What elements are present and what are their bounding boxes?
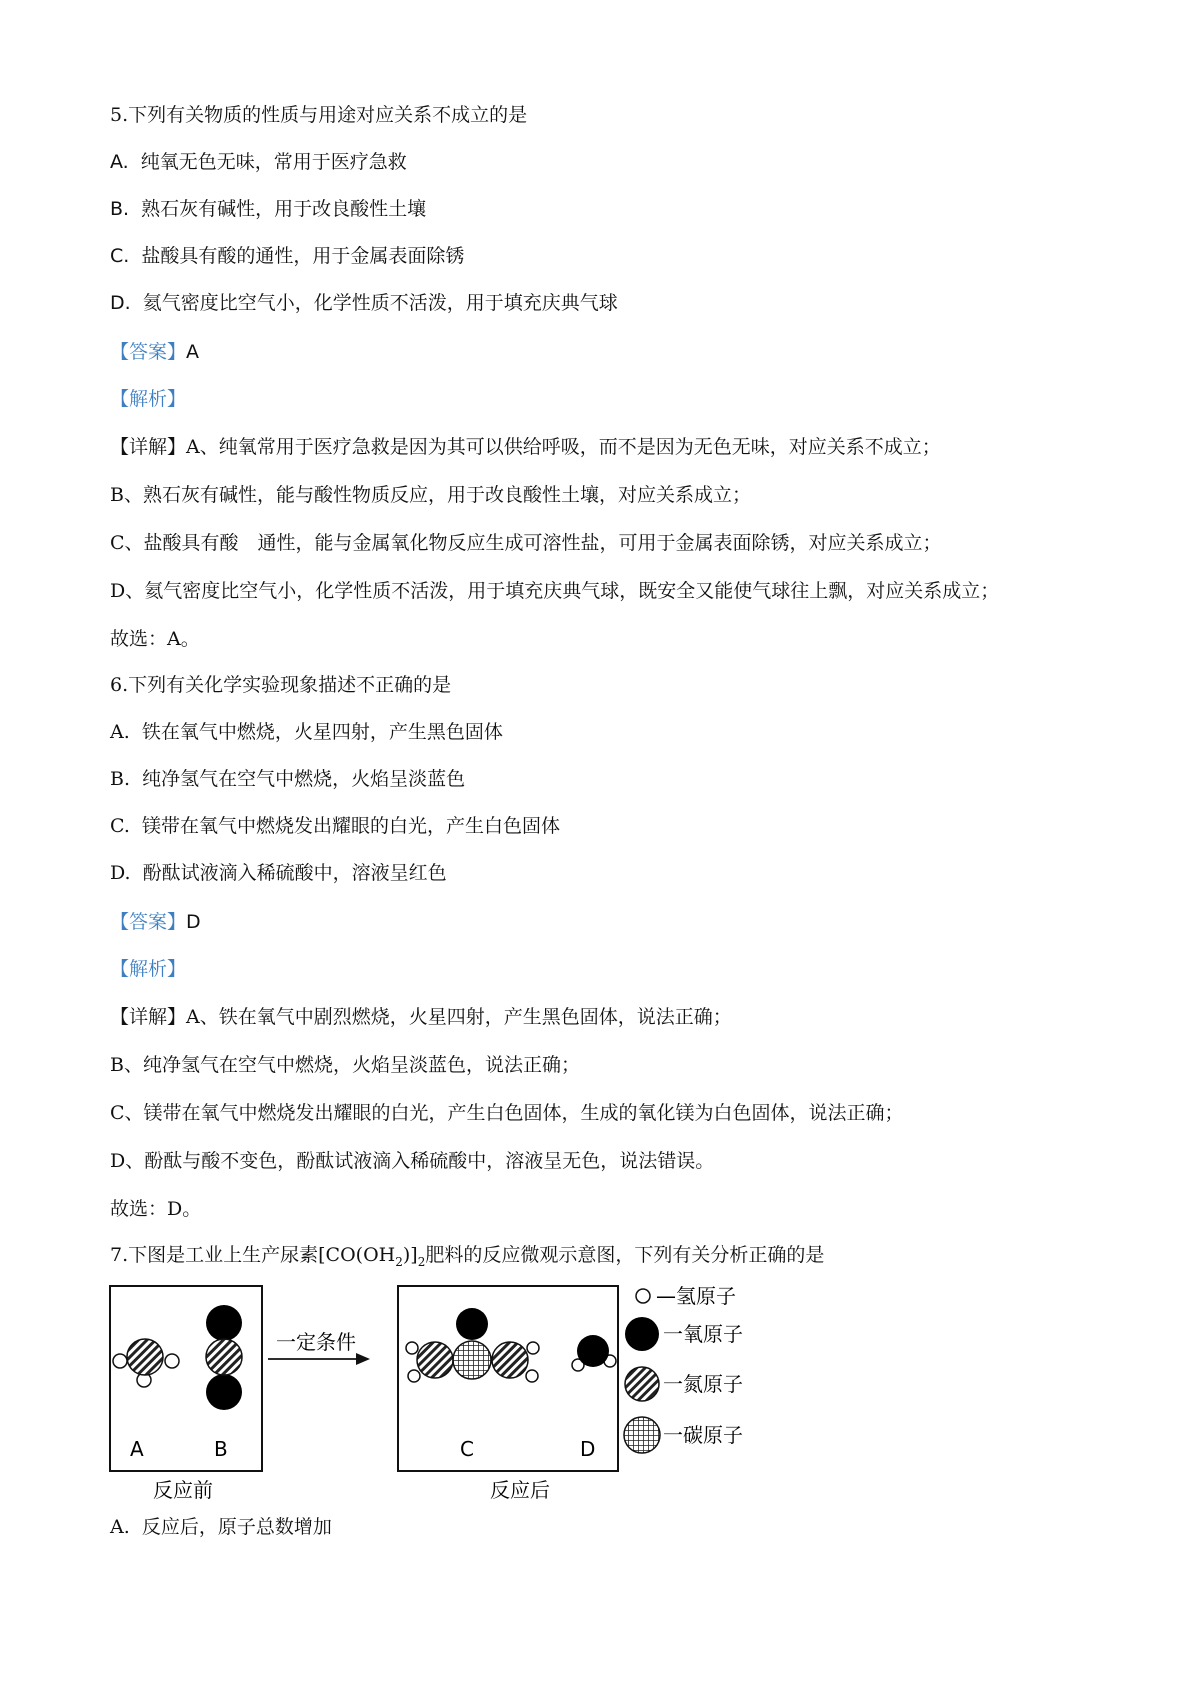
mol-b-label: B bbox=[214, 1437, 228, 1461]
q6-detail-4: D、酚酞与酸不变色，酚酞试液滴入稀硫酸中，溶液呈无色，说法错误。 bbox=[110, 1150, 715, 1172]
reaction-diagram bbox=[108, 1275, 838, 1505]
q5-option-a: A. 纯氧无色无味，常用于医疗急救 bbox=[110, 151, 407, 173]
answer-label: 【答案】 bbox=[110, 341, 187, 363]
q5-stem: 5.下列有关物质的性质与用途对应关系不成立的是 bbox=[110, 104, 528, 126]
legend-carbon-label: 一碳原子 bbox=[663, 1423, 743, 1447]
q5-option-c: C. 盐酸具有酸的通性，用于金属表面除锈 bbox=[110, 245, 465, 267]
oxygen-atom bbox=[206, 1305, 242, 1341]
hydrogen-atom bbox=[113, 1354, 127, 1368]
answer-value: D bbox=[186, 911, 201, 933]
q5-detail-5: 故选：A。 bbox=[110, 628, 200, 650]
nitrogen-atom bbox=[417, 1342, 453, 1378]
legend-oxygen-icon bbox=[625, 1317, 659, 1351]
carbon-atom bbox=[206, 1339, 242, 1375]
q6-option-c: C. 镁带在氧气中燃烧发出耀眼的白光，产生白色固体 bbox=[110, 815, 560, 837]
nitrogen-atom bbox=[492, 1342, 528, 1378]
q6-option-a: A. 铁在氧气中燃烧，火星四射，产生黑色固体 bbox=[110, 721, 503, 743]
hydrogen-atom bbox=[527, 1342, 539, 1354]
after-label: 反应后 bbox=[490, 1478, 550, 1502]
q5-answer bbox=[110, 339, 199, 365]
q6-analysis-label: 【解析】 bbox=[110, 958, 187, 980]
q6-detail-2: B、纯净氢气在空气中燃烧，火焰呈淡蓝色，说法正确； bbox=[110, 1054, 580, 1076]
carbon-atom bbox=[453, 1341, 491, 1379]
legend-hydrogen-label: —氢原子 bbox=[656, 1284, 736, 1308]
answer-label: 【答案】 bbox=[110, 911, 187, 933]
legend-carbon-icon bbox=[624, 1417, 660, 1453]
hydrogen-atom bbox=[526, 1370, 538, 1382]
before-label: 反应前 bbox=[153, 1478, 213, 1502]
legend-nitrogen-label: 一氮原子 bbox=[663, 1372, 743, 1396]
q7-option-a: A. 反应后，原子总数增加 bbox=[110, 1516, 332, 1538]
legend-hydrogen-icon bbox=[636, 1289, 650, 1303]
q5-detail-3: C、盐酸具有酸 通性，能与金属氧化物反应生成可溶性盐，可用于金属表面除锈，对应关系成立； bbox=[110, 532, 942, 554]
arrow-label: 一定条件 bbox=[276, 1330, 356, 1354]
q7-stem: 7.下图是工业上生产尿素$[CO(OH_2)]_2$肥料的反应微观示意图，下列有关分析正确的是 bbox=[110, 1244, 825, 1269]
q6-option-d: D. 酚酞试液滴入稀硫酸中，溶液呈红色 bbox=[110, 862, 447, 884]
q5-option-b: B. 熟石灰有碱性，用于改良酸性土壤 bbox=[110, 198, 427, 220]
q5-detail-4: D、氦气密度比空气小，化学性质不活泼，用于填充庆典气球，既安全又能使气球往上飘，对应关系成立； bbox=[110, 580, 1000, 602]
oxygen-atom bbox=[577, 1335, 609, 1367]
q6-stem: 6.下列有关化学实验现象描述不正确的是 bbox=[110, 674, 452, 696]
q6-detail-1: 【详解】A、铁在氧气中剧烈燃烧，火星四射，产生黑色固体，说法正确； bbox=[110, 1006, 732, 1028]
q6-detail-5: 故选：D。 bbox=[110, 1198, 202, 1220]
legend-nitrogen-icon bbox=[625, 1367, 659, 1401]
legend-oxygen-label: 一氧原子 bbox=[663, 1322, 743, 1346]
q6-option-b: B. 纯净氢气在空气中燃烧，火焰呈淡蓝色 bbox=[110, 768, 466, 790]
hydrogen-atom bbox=[165, 1354, 179, 1368]
arrow-head bbox=[356, 1353, 370, 1365]
q5-detail-1: 【详解】A、纯氧常用于医疗急救是因为其可以供给呼吸，而不是因为无色无味，对应关系不成立； bbox=[110, 436, 941, 458]
oxygen-atom bbox=[456, 1308, 488, 1340]
mol-d-label: D bbox=[580, 1437, 596, 1461]
mol-a-label: A bbox=[130, 1437, 144, 1461]
q5-analysis-label: 【解析】 bbox=[110, 388, 187, 410]
q5-option-d: D. 氦气密度比空气小，化学性质不活泼，用于填充庆典气球 bbox=[110, 292, 618, 314]
hydrogen-atom bbox=[408, 1370, 420, 1382]
oxygen-atom bbox=[206, 1374, 242, 1410]
nitrogen-atom bbox=[127, 1339, 163, 1375]
mol-c-label: C bbox=[460, 1437, 474, 1461]
answer-value: A bbox=[186, 341, 200, 363]
q6-detail-3: C、镁带在氧气中燃烧发出耀眼的白光，产生白色固体，生成的氧化镁为白色固体，说法正确； bbox=[110, 1102, 904, 1124]
q6-answer bbox=[110, 909, 201, 935]
q5-detail-2: B、熟石灰有碱性，能与酸性物质反应，用于改良酸性土壤，对应关系成立； bbox=[110, 484, 751, 506]
hydrogen-atom bbox=[406, 1342, 418, 1354]
